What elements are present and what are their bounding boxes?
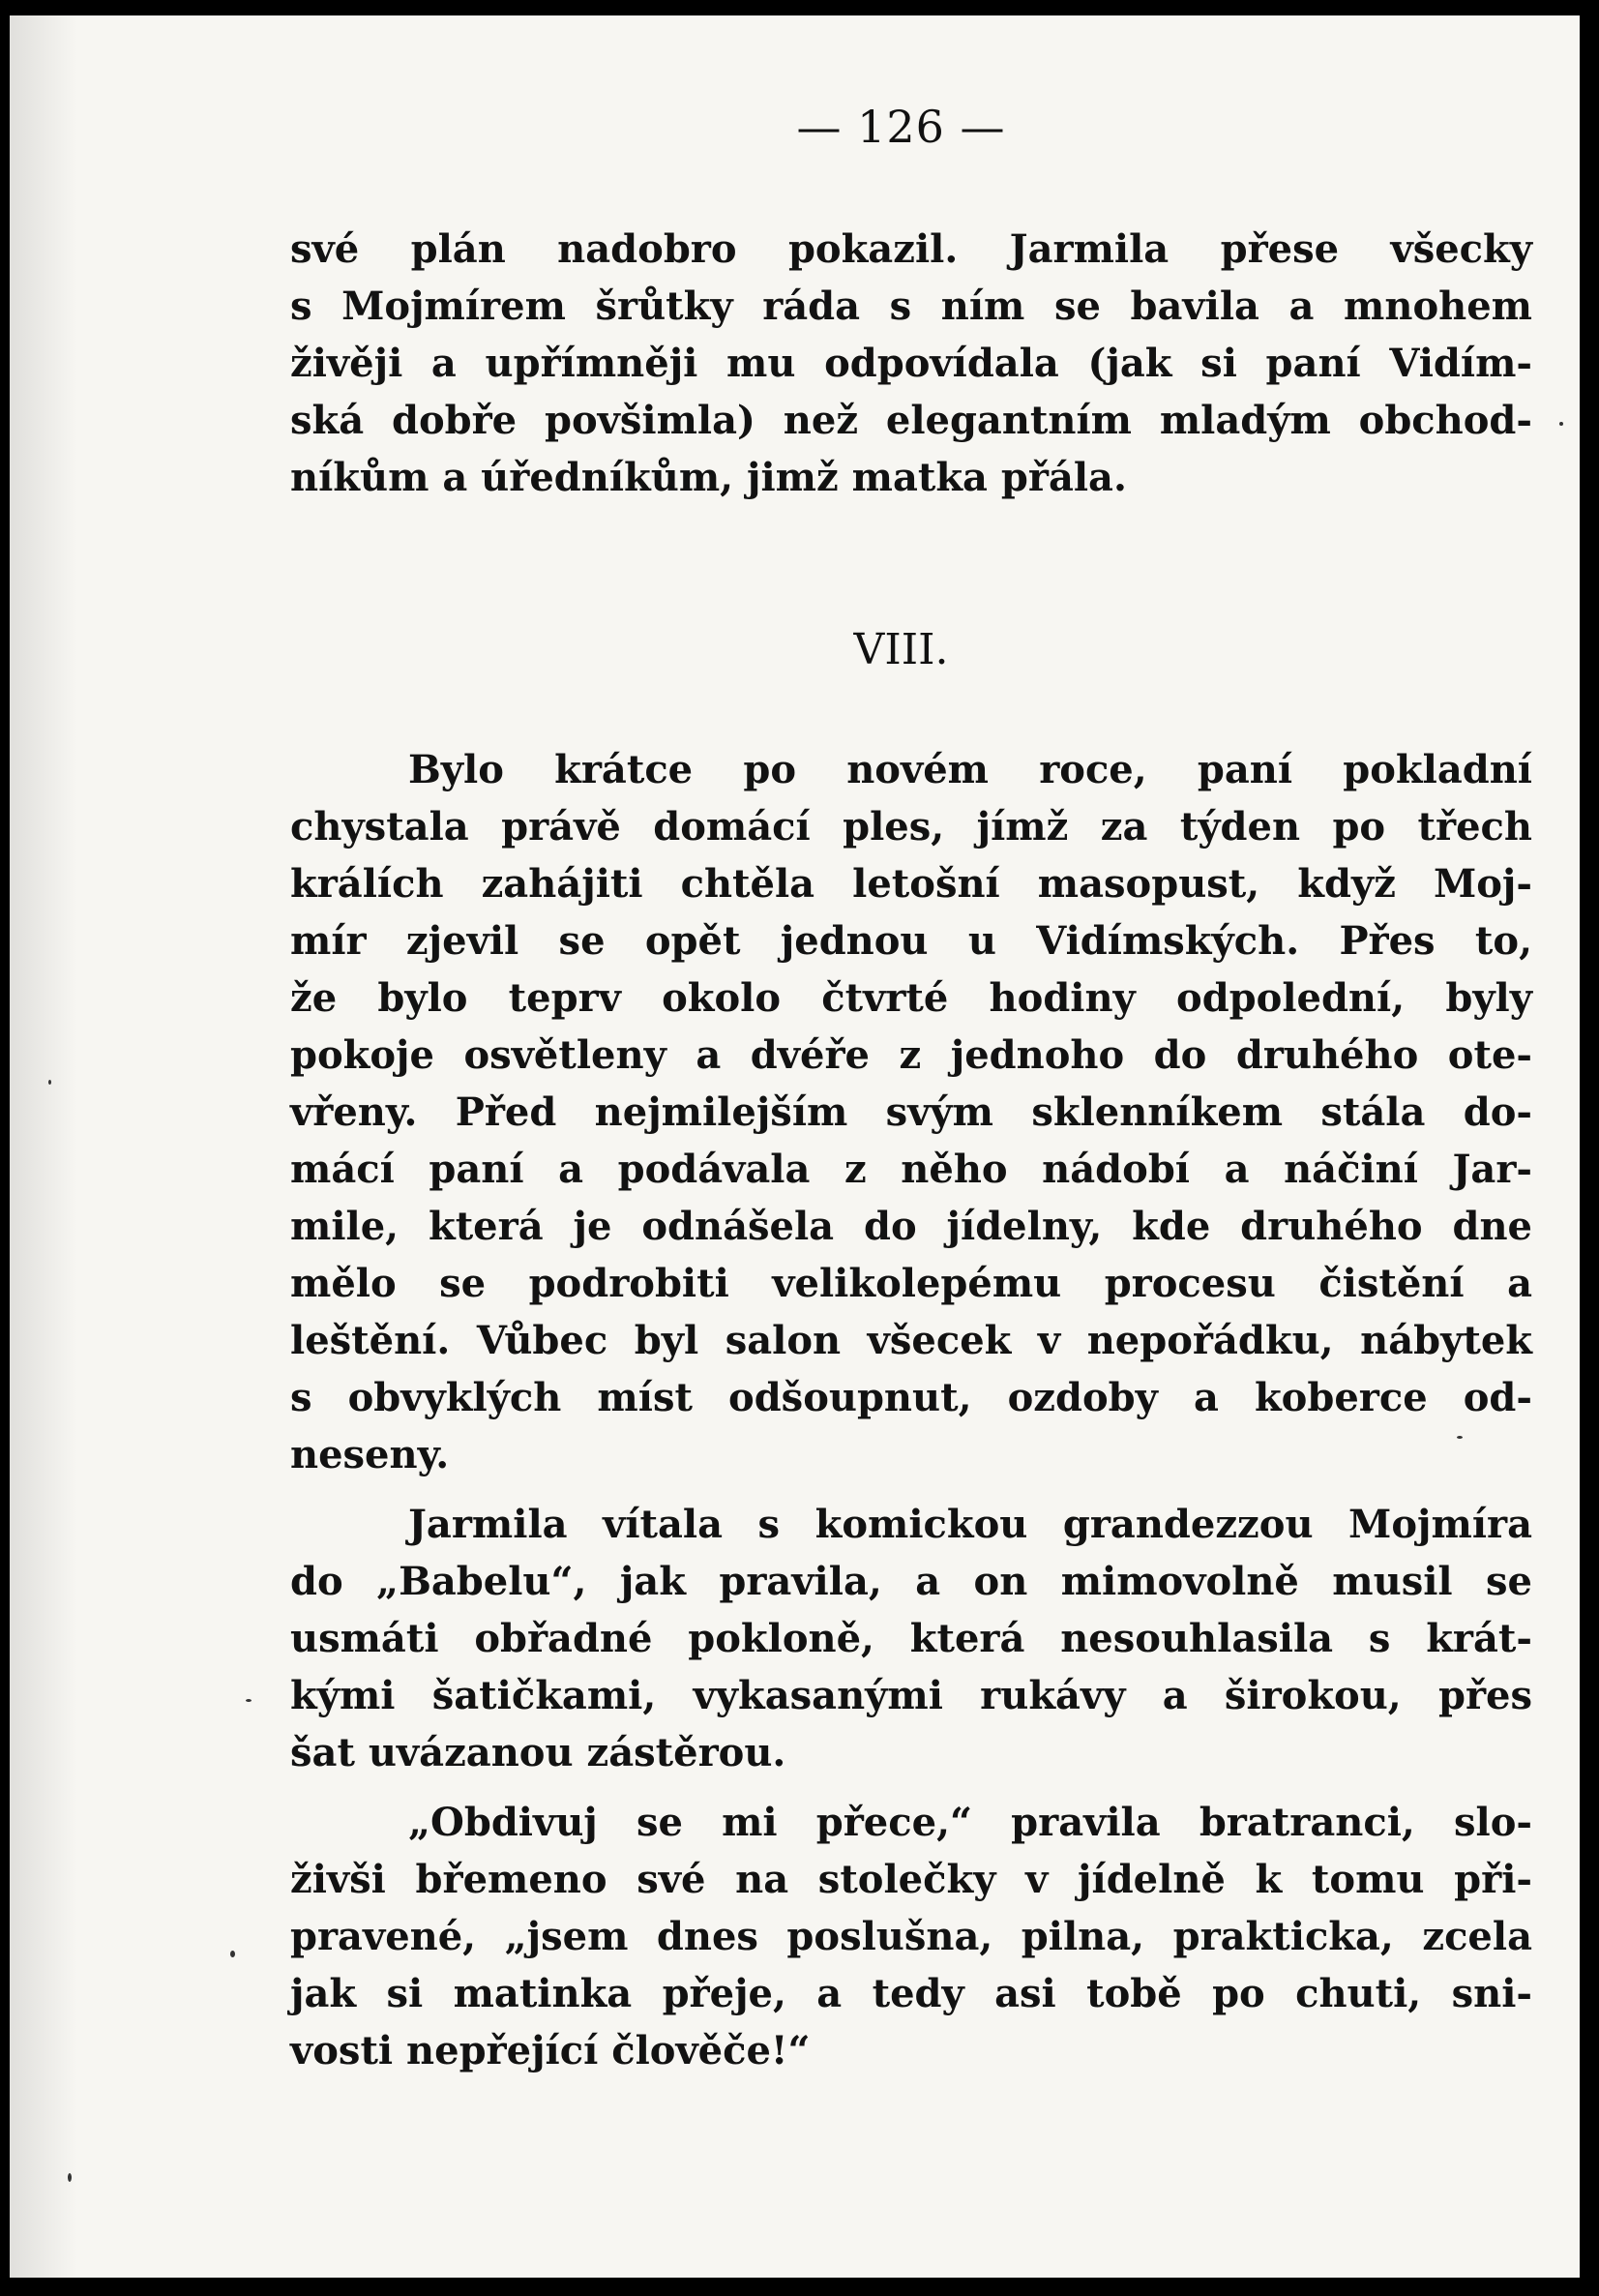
print-speck	[68, 2173, 72, 2182]
text-line: mile, která je odnášela do jídelny, kde druhého dne	[290, 1204, 1532, 1249]
text-line: ská dobře povšimla) než elegantním mladým obchod-	[290, 398, 1532, 443]
text-line: své plán nadobro pokazil. Jarmila přese všecky	[290, 226, 1532, 272]
text-line: Jarmila vítala s komickou grandezzou Mojmíra	[408, 1502, 1532, 1547]
print-speck	[48, 1080, 51, 1085]
text-line: že bylo teprv okolo čtvrté hodiny odpolední, byly	[290, 975, 1532, 1021]
print-speck	[246, 1699, 252, 1702]
print-speck	[1457, 1436, 1463, 1439]
text-line: níkům a úředníkům, jimž matka přála.	[290, 455, 1127, 500]
text-line: usmáti obřadné pokloně, která nesouhlasila s krát-	[290, 1616, 1532, 1661]
chapter-heading: VIII.	[853, 625, 949, 674]
text-line: Bylo krátce po novém roce, paní pokladní	[408, 747, 1532, 792]
page-edge-shadow	[10, 15, 77, 2278]
text-line: chystala právě domácí ples, jímž za týden po třech	[290, 804, 1532, 850]
text-line: živši břemeno své na stolečky v jídelně k tomu při-	[290, 1857, 1532, 1902]
continuation-paragraph	[290, 221, 1532, 506]
text-line: „Obdivuj se mi přece,“ pravila bratranci, slo-	[408, 1800, 1532, 1845]
text-line: pokoje osvětleny a dvéře z jednoho do druhého ote-	[290, 1032, 1532, 1078]
text-line: pravené, „jsem dnes poslušna, pilna, prakticka, zcela	[290, 1914, 1532, 1959]
print-speck	[230, 1951, 235, 1957]
text-line: mácí paní a podávala z něho nádobí a náčiní Jar-	[290, 1147, 1532, 1192]
book-page	[10, 15, 1580, 2278]
text-line: do „Babelu“, jak pravila, a on mimovolně musil se	[290, 1559, 1532, 1604]
text-line: neseny.	[290, 1432, 450, 1477]
page-number: — 126 —	[796, 101, 1006, 153]
paragraph-2	[290, 1496, 1532, 1781]
text-line: králích zahájiti chtěla letošní masopust, když Moj-	[290, 861, 1532, 907]
text-line: živěji a upřímněji mu odpovídala (jak si paní Vidím-	[290, 341, 1532, 386]
text-line: s Mojmírem šrůtky ráda s ním se bavila a mnohem	[290, 283, 1532, 329]
text-line: kými šatičkami, vykasanými rukávy a širokou, přes	[290, 1673, 1532, 1718]
text-line: mír zjevil se opět jednou u Vidímských. Přes to,	[290, 918, 1532, 964]
text-line: šat uvázanou zástěrou.	[290, 1730, 786, 1775]
text-line: leštění. Vůbec byl salon všecek v nepořádku, nábytek	[290, 1318, 1532, 1363]
text-line: vřeny. Před nejmilejším svým sklenníkem stála do-	[290, 1089, 1532, 1135]
paragraph-3	[290, 1794, 1532, 2079]
text-line: jak si matinka přeje, a tedy asi tobě po chuti, sni-	[290, 1971, 1532, 2016]
text-line: mělo se podrobiti velikolepému procesu čistění a	[290, 1261, 1532, 1306]
paragraph-1	[290, 741, 1532, 1483]
print-speck	[1559, 422, 1563, 426]
text-line: vosti nepřející člověče!“	[290, 2028, 811, 2073]
text-line: s obvyklých míst odšoupnut, ozdoby a koberce od-	[290, 1375, 1532, 1420]
